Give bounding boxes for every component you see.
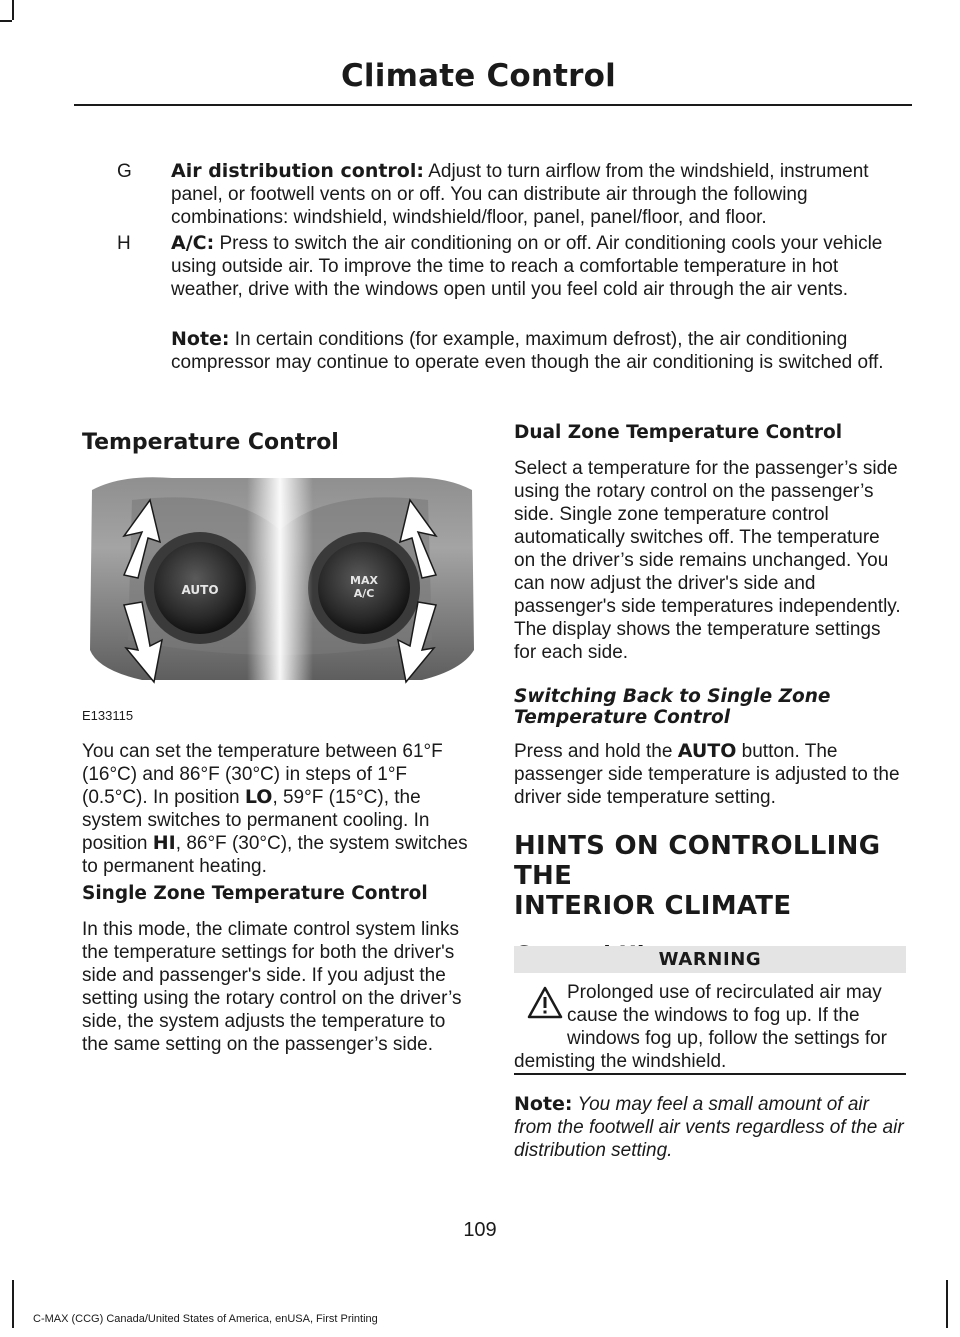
warning-rule (514, 1073, 906, 1075)
note-text: You may feel a small amount of air from the footwell air vents regardless of the air distribution setting. (514, 1094, 904, 1161)
max-ac-label-line2: A/C (353, 587, 375, 600)
legend-item-h (117, 232, 907, 322)
legend-text: Press to switch the air conditioning on or off. Air conditioning cools your vehicle using outside air. To improve the time to reach a comfortable temperature in hot weather, drive with the windows open until you feel cold air through the air vents. (171, 233, 883, 300)
chapter-heading-line2: INTERIOR CLIMATE (514, 891, 792, 921)
warning-label: WARNING (658, 949, 762, 970)
header-rule (74, 104, 912, 106)
page-number: 109 (463, 1219, 497, 1241)
dual-zone-text: Select a temperature for the passenger’s side using the rotary control on the passenger’s side. Single zone temperature control automatically switches off. The temperature on the driver’s side remains unchanged. You can now adjust the driver's side and passenger's side temperatures independently. The display shows the temperature settings for each side. (514, 458, 901, 663)
section-heading-dual-zone: Dual Zone Temperature Control (514, 422, 843, 443)
dual-zone-section (514, 422, 906, 664)
warning-text: Prolonged use of recirculated air may cause the windows to fog up. If the windows fog up, follow the settings for demisting the windshield. (514, 982, 888, 1072)
footer-text: C-MAX (CCG) Canada/United States of America, enUSA, First Printing (33, 1313, 378, 1325)
max-ac-label-line1: MAX (350, 574, 378, 587)
legend-key: H (117, 233, 131, 254)
single-zone-text: In this mode, the climate control system links the temperature settings for both the driver's side and passenger's side. If you adjust the setting using the rotary control on the driver’s side, the system adjusts the temperature to the same setting on the passenger’s side. (82, 919, 462, 1055)
section-heading-switch-back: Switching Back to Single Zone Temperature Control (514, 686, 831, 728)
figure-id: E133115 (82, 708, 134, 723)
hi-label: HI (152, 832, 176, 854)
lo-label: LO (244, 786, 273, 808)
legend-item-g (117, 160, 907, 232)
temperature-range-paragraph: You can set the temperature between 61°F (16°C) and 86°F (30°C) in steps of 1°F (0.5°C). In position LO, 59°F (15°C), the system switches to permanent cooling. In position HI, 86°F (30°C), the system switches to permanent heating. (82, 741, 468, 877)
climate-control-panel-illustration (82, 470, 478, 706)
single-zone-section (82, 883, 474, 1056)
page-title: Climate Control (340, 58, 616, 94)
section-heading-temperature-control: Temperature Control (82, 430, 339, 455)
note-label: Note: (171, 328, 230, 350)
note-label: Note: (514, 1093, 573, 1115)
switch-back-section: Switching Back to Single Zone Temperature Control Press and hold the AUTO button. The passenger side temperature is adjusted to the driver side temperature setting. (514, 686, 906, 809)
crop-mark (12, 1280, 14, 1328)
crop-mark (0, 20, 12, 22)
auto-label: AUTO (677, 740, 737, 762)
legend-term: Air distribution control: (171, 160, 424, 182)
crop-mark (12, 0, 14, 20)
legend-text: Adjust to turn airflow from the windshield, instrument panel, or footwell vents on or off. You can distribute air through the following combinations: windshield, windshield/floor, panel, panel/floor, and floor. (171, 161, 869, 228)
chapter-heading-line1: HINTS ON CONTROLLING THE (514, 831, 881, 891)
note-text: In certain conditions (for example, maximum defrost), the air conditioning compressor may continue to operate even though the air conditioning is switched off. (171, 329, 884, 373)
legend-term: A/C: (171, 232, 215, 254)
legend-description (171, 232, 907, 301)
warning-header (514, 946, 906, 973)
legend-key: G (117, 161, 132, 182)
legend-note (117, 328, 907, 398)
section-heading-single-zone: Single Zone Temperature Control (82, 883, 428, 904)
auto-button-label: AUTO (181, 583, 219, 597)
legend-description (171, 160, 907, 229)
left-column (82, 430, 474, 455)
warning-text-block (514, 981, 906, 1073)
footwell-note (514, 1093, 906, 1162)
crop-mark (946, 1280, 948, 1328)
